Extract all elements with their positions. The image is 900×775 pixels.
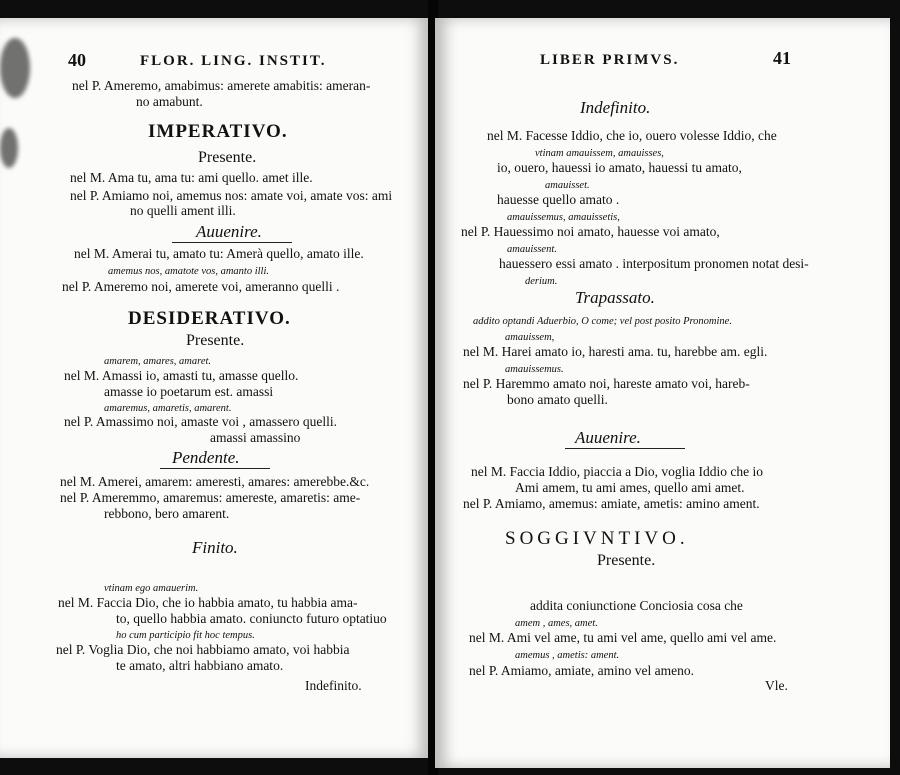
text-line: no amabunt. — [136, 94, 203, 109]
text-line: Ami amem, tu ami ames, quello ami amet. — [515, 480, 745, 495]
text-line: amauissem, — [505, 332, 555, 343]
text-line: nel M. Faccia Iddio, piaccia a Dio, voglia Iddio che io — [471, 464, 764, 479]
text-line: nel P. Voglia Dio, che noi habbiamo amato, voi habbia — [56, 642, 350, 657]
underline — [160, 468, 270, 469]
section-heading: Pendente. — [172, 448, 240, 467]
catchword: Vle. — [765, 678, 788, 693]
text-line: derium. — [525, 276, 558, 287]
text-line: nel M. Amerai tu, amato tu: Amerà quello, amato ille. — [74, 246, 364, 261]
text-line: hauessero essi amato . interpositum pronomen notat desi- — [499, 256, 809, 271]
text-line: amauisset. — [545, 180, 590, 191]
section-heading: Auuenire. — [196, 222, 262, 241]
catchword: Indefinito. — [305, 678, 362, 693]
ink-stain — [0, 128, 18, 168]
text-line: amauissemus. — [505, 364, 564, 375]
page-number: 41 — [773, 48, 791, 68]
text-line: vtinam amauissem, amauisses, — [535, 148, 664, 159]
left-page — [0, 18, 430, 758]
text-line: nel P. Amiamo, amemus: amiate, ametis: amino ament. — [463, 496, 760, 511]
text-line: nel M. Faccia Dio, che io habbia amato, tu habbia ama- — [58, 595, 358, 610]
text-line: amarem, amares, amaret. — [104, 356, 212, 367]
text-line: amassi amassino — [210, 430, 301, 445]
text-line: nel P. Ameremo noi, amerete voi, ameranno quelli . — [62, 279, 340, 294]
text-line: nel P. Amassimo noi, amaste voi , amassero quelli. — [64, 414, 337, 429]
text-line: amasse io poetarum est. amassi — [104, 384, 274, 399]
text-line: nel M. Amassi io, amasti tu, amasse quello. — [64, 368, 299, 383]
text-line: addita coniunctione Conciosia cosa che — [530, 598, 743, 613]
right-page — [435, 18, 890, 768]
text-line: vtinam ego amauerim. — [104, 583, 199, 594]
section-heading: Indefinito. — [580, 98, 651, 117]
text-line: to, quello habbia amato. coniuncto futuro optatiuo — [116, 611, 387, 626]
text-line: hauesse quello amato . — [497, 192, 620, 207]
text-line: nel M. Facesse Iddio, che io, ouero volesse Iddio, che — [487, 128, 777, 143]
text-line: nel M. Ami vel ame, tu ami vel ame, quello ami vel ame. — [469, 630, 777, 645]
page-number: 40 — [68, 50, 86, 70]
text-line: nel P. Ameremmo, amaremus: amereste, amaretis: ame- — [60, 490, 361, 505]
section-subheading: Presente. — [186, 332, 245, 349]
text-line: nel P. Ameremo, amabimus: amerete amabitis: ameran- — [72, 78, 371, 93]
text-line: addito optandi Aduerbio, O come; vel post posito Pronomine. — [473, 316, 732, 327]
section-heading: SOGGIVNTIVO. — [505, 528, 689, 549]
text-line: amauissent. — [507, 244, 557, 255]
text-line: amemus , ametis: ament. — [515, 650, 620, 661]
text-line: amaremus, amaretis, amarent. — [104, 403, 232, 414]
text-line: nel P. Hauessimo noi amato, hauesse voi amato, — [461, 224, 720, 239]
section-subheading: Presente. — [597, 552, 656, 569]
text-line: te amato, altri habbiano amato. — [116, 658, 284, 673]
section-heading: IMPERATIVO. — [148, 121, 288, 142]
text-line: rebbono, bero amarent. — [104, 506, 230, 521]
running-head: LIBER PRIMVS. — [540, 52, 680, 68]
text-line: nel P. Amiamo noi, amemus nos: amate voi, amate vos: ami — [70, 188, 393, 203]
text-line: io, ouero, hauessi io amato, hauessi tu amato, — [497, 160, 742, 175]
text-line: nel M. Harei amato io, haresti ama. tu, harebbe am. egli. — [463, 344, 768, 359]
text-line: amemus nos, amatote vos, amanto illi. — [108, 266, 269, 277]
text-line: nel P. Amiamo, amiate, amino vel ameno. — [469, 663, 694, 678]
text-line: no quelli ament illi. — [130, 203, 236, 218]
text-line: amem , ames, amet. — [515, 618, 598, 629]
section-heading: Trapassato. — [575, 288, 655, 307]
ink-stain — [0, 38, 30, 98]
section-heading: Finito. — [192, 538, 238, 557]
section-heading: DESIDERATIVO. — [128, 308, 291, 329]
text-line: ho cum participio fit hoc tempus. — [116, 630, 255, 641]
text-line: nel M. Ama tu, ama tu: ami quello. amet ille. — [70, 170, 313, 185]
text-line: nel M. Amerei, amarem: ameresti, amares: amerebbe.&c. — [60, 474, 370, 489]
text-line: bono amato quelli. — [507, 392, 608, 407]
underline — [565, 448, 685, 449]
section-subheading: Presente. — [198, 149, 257, 166]
text-line: amauissemus, amauissetis, — [507, 212, 620, 223]
section-heading: Auuenire. — [575, 428, 641, 447]
running-head: FLOR. LING. INSTIT. — [140, 53, 327, 69]
underline — [172, 242, 292, 243]
text-line: nel P. Haremmo amato noi, hareste amato voi, hareb- — [463, 376, 750, 391]
